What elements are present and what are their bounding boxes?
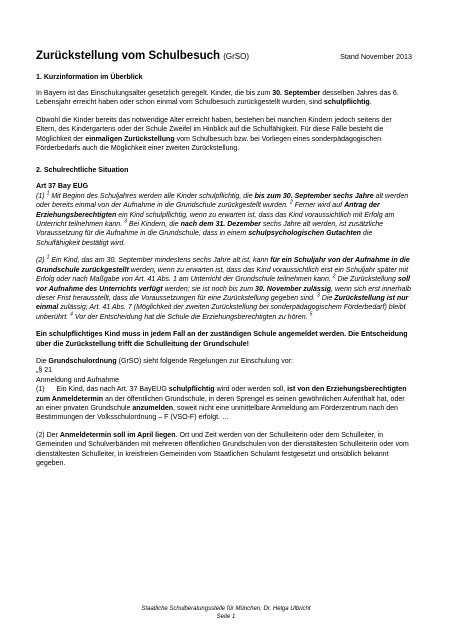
quote-section-title: Anmeldung und Aufnahme — [36, 376, 120, 384]
page-title — [36, 50, 249, 62]
section-1-heading: 1. Kurzinformation im Überblick — [36, 74, 143, 81]
footer-author: Staatliche Schulberatungsstelle für München, Dr. Helga Ulbricht — [141, 606, 311, 612]
title-text: Zurückstellung vom Schulbesuch — [36, 50, 221, 62]
law-article-paragraph-2: (2) $^1$ Ein Kind, das am 30. September mindestens sechs Jahre alt ist, kann für ein Schuljahr von der Aufnahme in die Grundschule zurückgestellt werden, wenn zu erwarten ist, dass das Kind voraussichtlich erst ein Schuljahr später mit Erfolg oder nach Maßgabe von Art. 41 Abs. 1 am Unterricht der Grundschule teilnehmen kann. $^2$ Die Zurückstellung soll vor Aufnahme des Unterrichts verfügt werden; sie ist noch bis zum 30. November zulässig, wenn sich erst innerhalb dieser Frist herausstellt, dass die Voraussetzungen für eine Zurückstellung gegeben sind. $^3$ Die Zurückstellung ist nur einmal zulässig; Art. 41 Abs. 7 (Möglichkeit der zweiten Zurückstellung bei sonderpädagogischem Förderbedarf) bleibt unberührt. $^4$ Vor der Entscheidung hat die Schule die Erziehungsberechtigten zu hören. $^5$ — [36, 254, 411, 321]
section-1-paragraph-1: In Bayern ist das Einschulungsalter gesetzlich geregelt. Kinder, die bis zum 30. September desselben Jahres das 6. Lebensjahr erreicht haben oder schon einmal vom Schulbesuch zurückgestellt wurden, sind schulpflichtig. — [36, 90, 399, 107]
page-footer — [0, 605, 452, 621]
document-header — [36, 50, 412, 62]
grso-intro: Die Grundschulordnung (GrSO) sieht folgende Regelungen zur Einschulung vor: — [36, 357, 293, 365]
section-2-heading: 2. Schulrechtliche Situation — [36, 167, 129, 175]
law-article-paragraph-1: (1) $^1$ Mit Beginn des Schuljahres werden alle Kinder schulpflichtig, die bis zum 30. September sechs Jahre alt werden oder bereits einmal von der Aufnahme in die Grundschule zurückgestellt wurden. $^2$ Ferner wird auf Antrag der Erziehungsberechtigten ein Kind schulpflichtig, wenn zu erwarten ist, dass das Kind voraussichtlich mit Erfolg am Unterricht teilnehmen kann. $^3$ Bei Kindern, die nach dem 31. Dezember sechs Jahre alt werden, ist zusätzliche Voraussetzung für die Aufnahme in die Grundschule, dass in einem schulpsychologischen Gutachten die Schulfähigkeit bestätigt wird. — [36, 190, 409, 247]
document-date: Stand November 2013 — [340, 52, 412, 61]
grso-paragraph-2: (2) Der Anmeldetermin soll im April liegen. Ort und Zeit werden von der Schulleiterin oder dem Schulleiter, in Gemeinden und Schulverbänden mit mehreren öffentlichen Grundschulen von der dienstältesten Schulleiterin oder vom dienstältesten Schulleiter, in kreisfreien Gemeinden vom Staatlichen Schulamt festgesetzt und ortsüblich bekannt gegeben. — [36, 431, 409, 467]
law-article-title: Art 37 Bay EUG — [36, 183, 89, 191]
title-suffix: (GrSO) — [223, 52, 250, 61]
grso-paragraph-1: (1) Ein Kind, das nach Art. 37 BayEUG schulpflichtig wird oder werden soll, ist von den Erziehungsberechtigten zum Anmeldetermin an der öffentlichen Grundschule, in deren Sprengel es seinen gewöhnlichen Aufenthalt hat, oder an einer privaten Grundschule anzumelden, soweit nicht eine unmittelbare Anmeldung am Förderzentrum nach den Bestimmungen der Volksschulordnung – F (VSO-F) erfolgt. … — [36, 386, 407, 422]
important-note: Ein schulpflichtiges Kind muss in jedem Fall an der zuständigen Schule angemeldet werden. Die Entscheidung über die Zurückstellung trifft die Schulleitung der Grundschule! — [36, 331, 408, 348]
quote-section-number: „§ 21 — [36, 367, 53, 375]
section-1-paragraph-2: Obwohl die Kinder bereits das notwendige Alter erreicht haben, bestehen bei manchen Kindern jedoch seitens der Eltern, des Kindergartens oder der Schule Zweifel im Hinblick auf die Schulfähigkeit. Für diese Fälle besteht die Möglichkeit der einmaligen Zurückstellung vom Schulbesuch bzw. bei Vorliegen eines sonderpädagogischen Förderbedarfs auch die Möglichkeit einer zweiten Zurückstellung. — [36, 116, 392, 153]
footer-page-number: Seite 1 — [216, 614, 236, 620]
